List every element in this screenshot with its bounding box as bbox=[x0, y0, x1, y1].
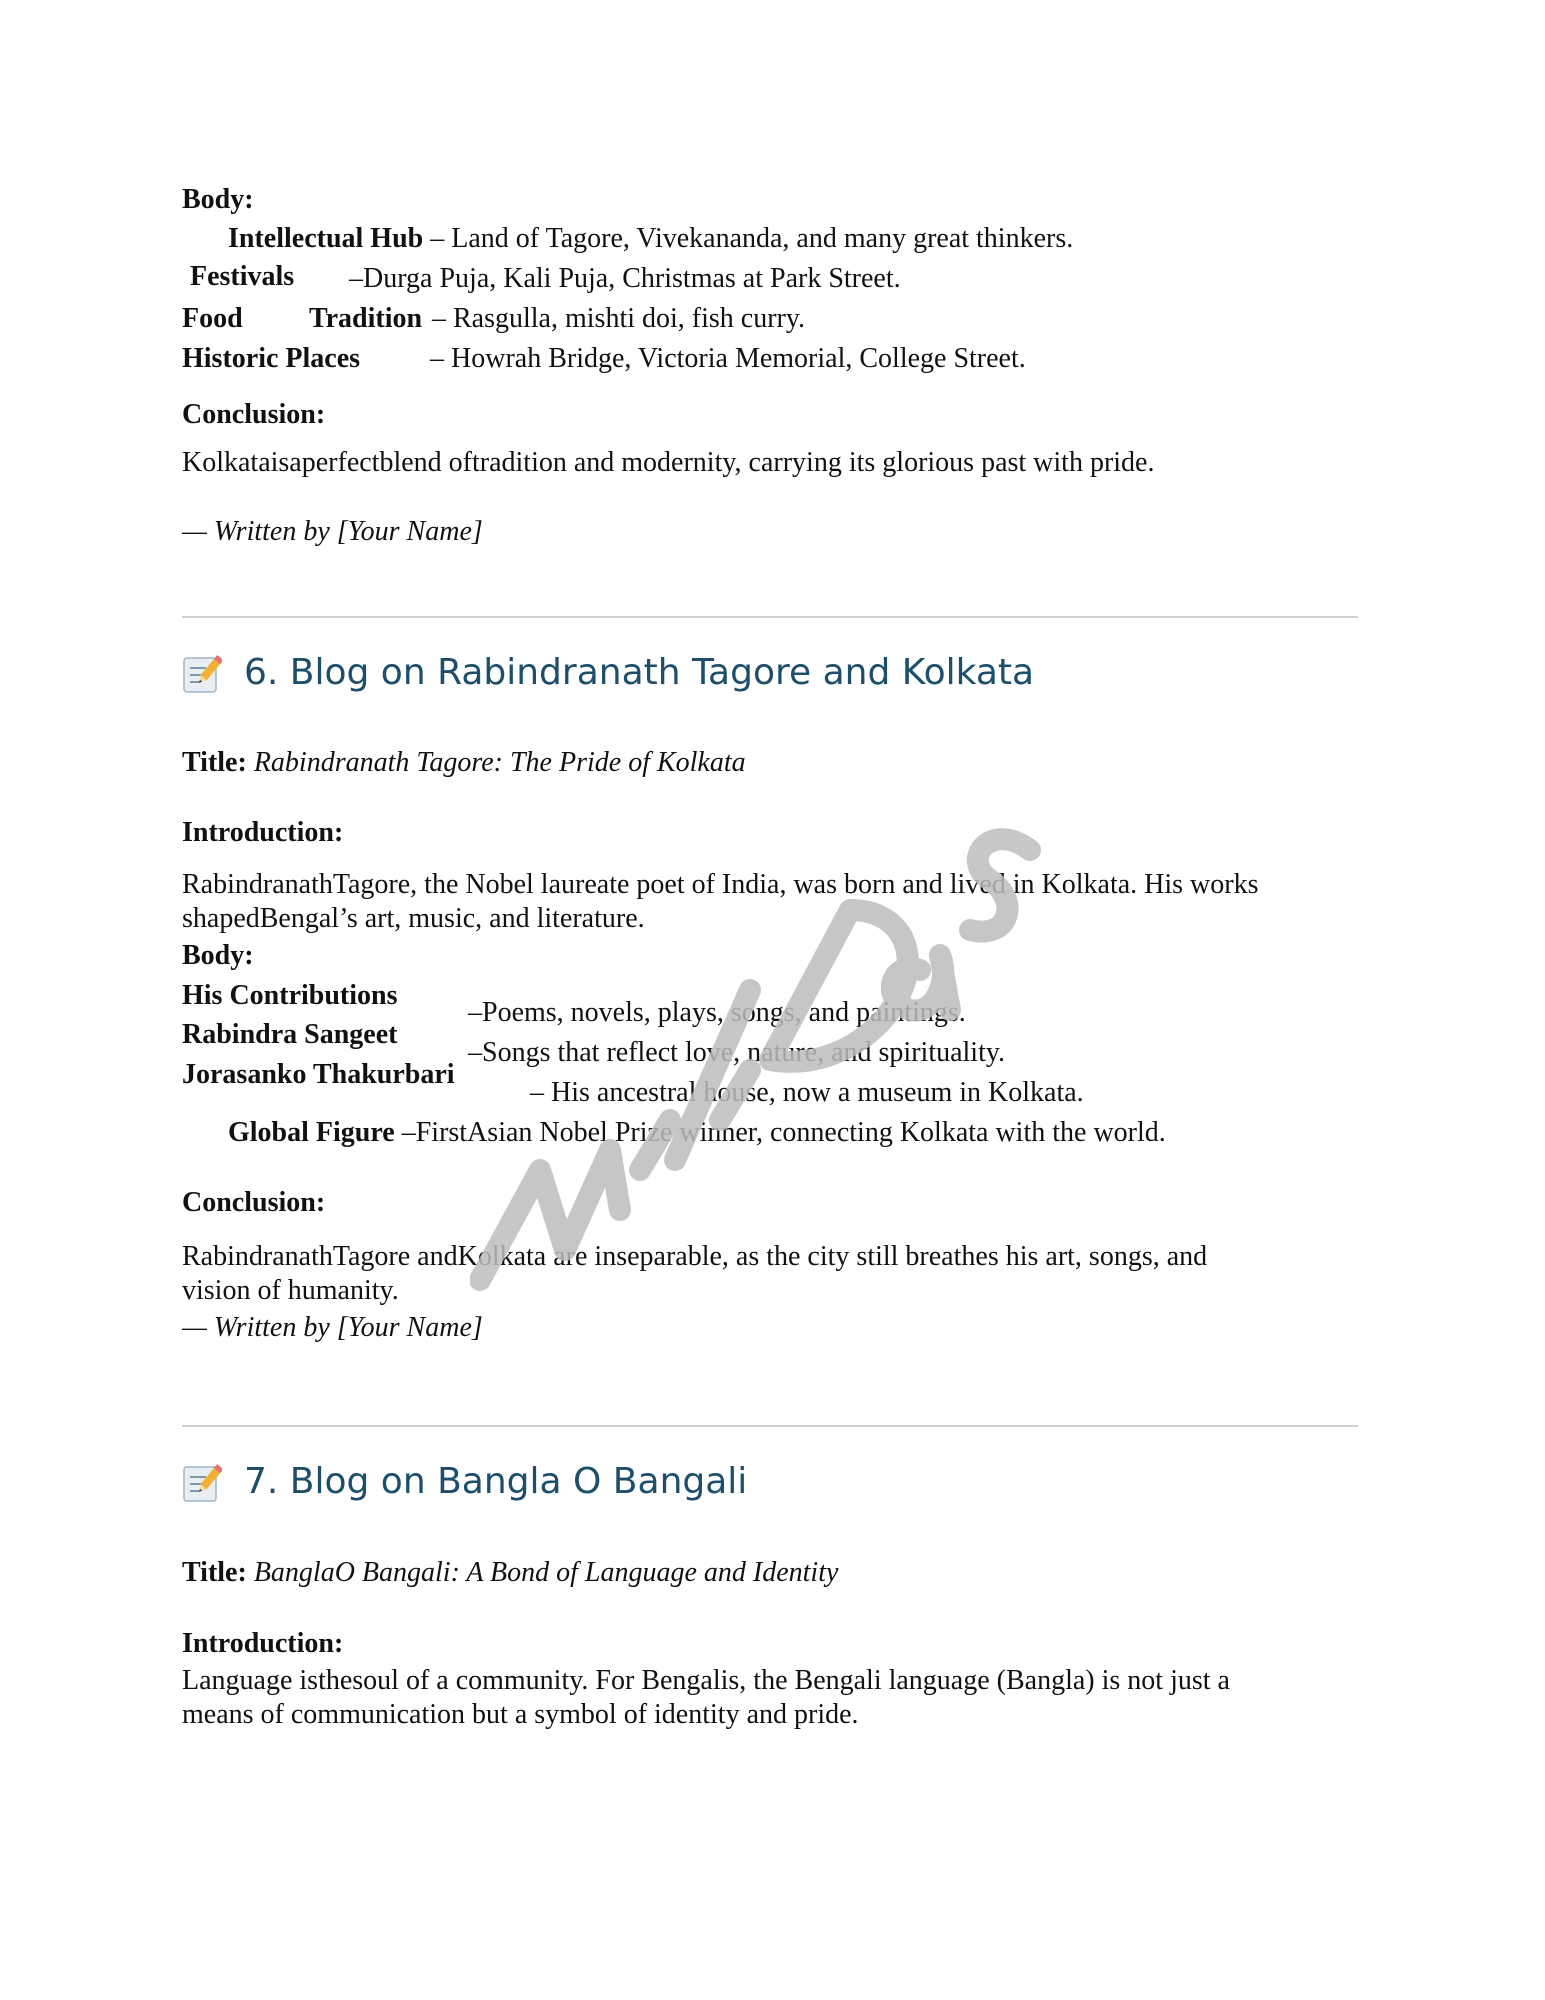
conclusion-text: Kolkataisaperfectblend oftradition and modernity, carrying its glorious past with pride. bbox=[182, 447, 1155, 478]
intro-line: shapedBengal’s art, music, and literature. bbox=[182, 903, 645, 934]
title-line bbox=[182, 1557, 838, 1589]
title-line bbox=[182, 747, 746, 779]
item-term: Global Figure bbox=[228, 1117, 395, 1148]
body-label: Body: bbox=[182, 184, 254, 215]
list-item bbox=[228, 223, 1073, 255]
heading-text: 6. Blog on Rabindranath Tagore and Kolkata bbox=[244, 652, 1035, 693]
conclusion-line: RabindranathTagore andKolkata are inseparable, as the city still breathes his art, songs, and bbox=[182, 1241, 1208, 1272]
item-desc: – Rasgulla, mishti doi, fish curry. bbox=[432, 303, 806, 334]
item-term-2: Tradition bbox=[309, 303, 423, 334]
intro-line: RabindranathTagore, the Nobel laureate poet of India, was born and lived in Kolkata. His works bbox=[182, 869, 1259, 900]
signature: — Written by [Your Name] bbox=[182, 1312, 483, 1343]
introduction-text bbox=[182, 1664, 1372, 1732]
title-text: Rabindranath Tagore: The Pride of Kolkata bbox=[246, 747, 746, 778]
item-term: Intellectual Hub bbox=[228, 223, 424, 254]
item-desc: – His ancestral house, now a museum in Kolkata. bbox=[530, 1077, 1084, 1108]
heading-text: 7. Blog on Bangla O Bangali bbox=[244, 1461, 748, 1502]
conclusion-text bbox=[182, 1240, 1372, 1308]
conclusion-label: Conclusion: bbox=[182, 399, 326, 430]
section-divider bbox=[182, 1425, 1358, 1427]
title-label: Title: bbox=[182, 1557, 247, 1588]
item-desc: – Howrah Bridge, Victoria Memorial, College Street. bbox=[430, 343, 1026, 374]
title-label: Title: bbox=[182, 747, 247, 778]
item-desc: –Poems, novels, plays, songs, and paintings. bbox=[468, 997, 966, 1028]
item-term: Historic Places bbox=[182, 343, 361, 374]
signature: — Written by [Your Name] bbox=[182, 516, 483, 547]
section-divider bbox=[182, 616, 1358, 618]
intro-line: Language isthesoul of a community. For Bengalis, the Bengali language (Bangla) is not just a bbox=[182, 1665, 1230, 1696]
item-desc: –Songs that reflect love, nature, and spirituality. bbox=[468, 1037, 1006, 1068]
title-text: BanglaO Bangali: A Bond of Language and Identity bbox=[246, 1557, 839, 1588]
item-desc: – Land of Tagore, Vivekananda, and many great thinkers. bbox=[423, 223, 1074, 254]
body-label: Body: bbox=[182, 940, 254, 971]
introduction-label: Introduction: bbox=[182, 817, 344, 848]
item-term: Food bbox=[182, 303, 243, 334]
introduction-text bbox=[182, 868, 1372, 936]
item-term: Festivals bbox=[190, 261, 295, 292]
item-desc: –FirstAsian Nobel Prize winner, connecting Kolkata with the world. bbox=[394, 1117, 1166, 1148]
item-term: His Contributions bbox=[182, 980, 398, 1011]
list-item bbox=[228, 1117, 1166, 1149]
introduction-label: Introduction: bbox=[182, 1628, 344, 1659]
conclusion-line: vision of humanity. bbox=[182, 1275, 399, 1306]
item-desc: –Durga Puja, Kali Puja, Christmas at Park Street. bbox=[349, 263, 901, 294]
item-term: Jorasanko Thakurbari bbox=[182, 1059, 455, 1090]
item-term: Rabindra Sangeet bbox=[182, 1019, 398, 1050]
intro-line: means of communication but a symbol of identity and pride. bbox=[182, 1699, 859, 1730]
memo-icon bbox=[182, 652, 222, 696]
conclusion-label: Conclusion: bbox=[182, 1187, 326, 1218]
memo-icon bbox=[182, 1461, 222, 1505]
